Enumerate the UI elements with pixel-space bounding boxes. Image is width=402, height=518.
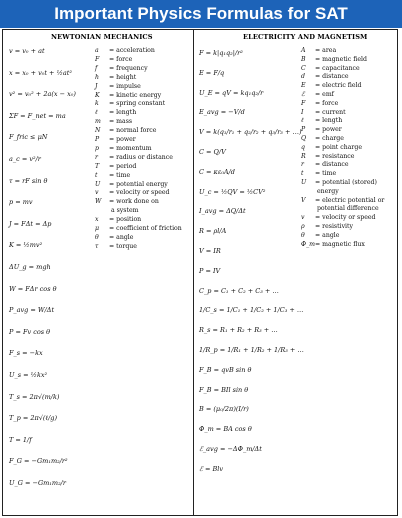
em-formula: F_B = BIl sin θ	[199, 385, 249, 394]
legend-definition: = capacitance	[315, 64, 360, 72]
newtonian-legend-item	[95, 136, 136, 143]
newtonian-formula: T_s = 2π√(m/k)	[9, 392, 60, 401]
em-formula: V = IR	[199, 247, 221, 255]
newtonian-formula: U_s = ½kx²	[9, 371, 48, 379]
em-formula: ℰ = Blv	[199, 464, 224, 473]
newtonian-formula: P = Fv cos θ	[9, 327, 51, 336]
em-legend-item	[301, 188, 339, 195]
legend-definition: = velocity or speed	[109, 189, 170, 197]
em-formula: F_B = qvB sin θ	[199, 365, 252, 374]
legend-definition: = resistance	[315, 152, 355, 160]
newtonian-heading: NEWTONIAN MECHANICS	[51, 33, 153, 41]
legend-symbol: μ	[95, 225, 100, 232]
newtonian-legend-item	[95, 154, 173, 161]
newtonian-legend-item	[95, 100, 165, 107]
legend-definition: = power	[109, 136, 136, 143]
newtonian-legend-item	[95, 207, 138, 214]
newtonian-legend-item	[95, 118, 132, 125]
legend-symbol: ℰ	[301, 91, 305, 98]
legend-definition: = magnetic flux	[315, 240, 365, 248]
legend-definition: = potential (stored)	[315, 179, 377, 186]
newtonian-formula: F_fric ≤ μN	[9, 133, 48, 142]
legend-definition: = potential energy	[109, 180, 168, 188]
em-legend-item	[301, 100, 338, 107]
newtonian-formula: a_c = v²/r	[9, 155, 41, 163]
legend-definition: = angle	[315, 231, 340, 239]
em-legend-item	[301, 65, 360, 72]
newtonian-legend-item	[95, 234, 133, 241]
newtonian-legend-item	[95, 225, 182, 232]
newtonian-legend-item	[95, 65, 148, 72]
em-legend-item	[301, 73, 349, 80]
newtonian-formula: U_G = −Gm₁m₂/r	[9, 479, 66, 487]
legend-definition: potential difference	[315, 205, 379, 213]
em-legend-item	[301, 170, 336, 177]
legend-symbol: C	[301, 64, 306, 72]
legend-definition: = momentum	[109, 144, 152, 152]
legend-symbol: A	[301, 47, 306, 54]
newtonian-legend-item	[95, 163, 136, 170]
newtonian-formula: x = x₀ + v₀t + ½at²	[9, 68, 72, 77]
newtonian-formula: τ = rF sin θ	[9, 176, 48, 185]
legend-definition: = magnetic field	[315, 55, 367, 63]
em-legend-item	[301, 126, 342, 133]
newtonian-legend-item	[95, 83, 141, 90]
legend-definition: = force	[109, 55, 133, 63]
em-formula: F = k|q₁q₂|/r²	[199, 49, 243, 57]
em-formula: U_E = qV = kq₁q₂/r	[199, 88, 264, 97]
newtonian-legend-item	[95, 145, 152, 152]
legend-definition: = power	[315, 126, 342, 134]
em-formula: E_avg = −V/d	[199, 108, 245, 117]
em-formula: P = IV	[199, 266, 221, 275]
legend-symbol: E	[301, 82, 306, 90]
em-formula: E = F/q	[199, 68, 225, 77]
em-formula: C_p = C₁ + C₂ + C₃ + …	[199, 286, 279, 295]
newtonian-legend-item	[95, 47, 155, 54]
legend-symbol: r	[95, 153, 98, 161]
em-legend-item	[301, 223, 353, 230]
newtonian-legend-item	[95, 127, 156, 134]
newtonian-legend-item	[95, 172, 130, 179]
legend-symbol: ℓ	[95, 109, 98, 117]
legend-symbol: T	[95, 162, 100, 170]
legend-definition: = resistivity	[315, 223, 354, 230]
newtonian-formula: v = v₀ + at	[9, 47, 45, 55]
em-legend-item	[301, 135, 344, 142]
em-formula: R_s = R₁ + R₂ + R₃ + …	[199, 326, 278, 335]
legend-symbol: R	[301, 152, 306, 160]
newtonian-legend-item	[95, 74, 136, 81]
em-formula: 1/R_p = 1/R₁ + 1/R₂ + 1/R₃ + …	[199, 346, 304, 354]
legend-symbol: d	[301, 73, 305, 81]
newtonian-formula: P_avg = W/Δt	[9, 306, 55, 315]
em-formula: Φ_m = BA cos θ	[199, 425, 252, 434]
newtonian-formula: W = FΔr cos θ	[9, 284, 57, 293]
legend-symbol: F	[95, 55, 100, 63]
newtonian-legend-item	[95, 216, 141, 223]
em-formula: U_c = ½QV = ½CV²	[199, 187, 266, 196]
legend-definition: = electric field	[315, 82, 362, 90]
em-legend-item	[301, 153, 354, 160]
legend-symbol: t	[95, 171, 98, 179]
legend-definition: = frequency	[109, 64, 148, 72]
em-heading: ELECTRICITY AND MAGNETISM	[243, 33, 368, 41]
legend-symbol: t	[301, 170, 304, 178]
newtonian-formula: ΔU_g = mgh	[9, 263, 51, 271]
legend-symbol: ρ	[301, 223, 305, 230]
em-legend-item	[301, 232, 339, 239]
em-legend-item	[301, 241, 365, 248]
newtonian-legend-item	[95, 198, 159, 205]
legend-definition: = torque	[109, 242, 137, 250]
legend-definition: a system	[109, 207, 139, 215]
legend-symbol: f	[95, 64, 98, 72]
legend-symbol: a	[95, 47, 99, 54]
formula-sheet	[2, 29, 398, 516]
legend-definition: = acceleration	[109, 47, 155, 54]
legend-definition: = distance	[315, 73, 349, 81]
em-legend-item	[301, 205, 379, 212]
legend-symbol: k	[95, 100, 99, 108]
legend-symbol: P	[301, 126, 306, 134]
em-legend-item	[301, 161, 349, 168]
em-legend-item	[301, 109, 346, 116]
legend-definition: = emf	[315, 91, 334, 98]
legend-symbol: U	[301, 179, 307, 186]
newtonian-formula: T_p = 2π√(ℓ/g)	[9, 414, 58, 423]
legend-symbol: Q	[301, 135, 307, 142]
legend-definition: = charge	[315, 135, 344, 142]
em-legend-item	[301, 117, 342, 124]
legend-symbol: r	[301, 161, 304, 169]
em-formula: I_avg = ΔQ/Δt	[199, 207, 246, 216]
legend-symbol: V	[301, 196, 306, 204]
legend-definition: = length	[315, 117, 343, 125]
newtonian-formula: F_G = −Gm₁m₂/r²	[9, 457, 68, 466]
em-legend-item	[301, 179, 377, 186]
legend-symbol: m	[95, 118, 101, 126]
legend-symbol: B	[301, 55, 306, 63]
newtonian-legend-item	[95, 92, 161, 99]
legend-definition: = coefficient of friction	[109, 225, 182, 232]
legend-definition: = angle	[109, 233, 134, 241]
newtonian-legend-item	[95, 243, 137, 250]
legend-definition: = area	[315, 47, 337, 54]
legend-symbol: P	[95, 136, 100, 143]
legend-definition: = spring constant	[109, 100, 166, 108]
em-formula: R = ρl/A	[199, 227, 227, 236]
legend-definition: = current	[315, 108, 346, 116]
em-formula: V = k(q₁/r₁ + q₂/r₂ + q₃/r₃ + …)	[199, 128, 302, 137]
legend-symbol: U	[95, 180, 101, 188]
newtonian-legend-item	[95, 56, 132, 63]
legend-definition: = normal force	[109, 127, 157, 135]
column-divider	[193, 30, 194, 515]
newtonian-legend-item	[95, 189, 169, 196]
legend-definition: = impulse	[109, 82, 141, 90]
legend-symbol: τ	[95, 242, 99, 250]
em-legend-item	[301, 91, 334, 98]
legend-definition: = electric potential or	[315, 196, 385, 204]
em-formula: C = Q/V	[199, 148, 226, 156]
legend-symbol: J	[95, 82, 98, 90]
legend-symbol: Φ_m	[301, 240, 316, 248]
em-legend-item	[301, 197, 384, 204]
legend-symbol: q	[301, 143, 305, 151]
em-legend-item	[301, 56, 367, 63]
legend-symbol: ℓ	[301, 117, 304, 125]
legend-symbol: p	[95, 144, 99, 152]
legend-definition: = force	[315, 99, 339, 107]
newtonian-legend-item	[95, 181, 168, 188]
legend-definition: = length	[109, 109, 137, 117]
legend-definition: = time	[315, 170, 337, 178]
legend-symbol: W	[95, 198, 102, 206]
legend-definition: = distance	[315, 161, 349, 169]
legend-symbol: x	[95, 216, 99, 224]
legend-definition: = point charge	[315, 143, 362, 151]
legend-symbol: N	[95, 127, 101, 135]
em-formula: C = κε₀A/d	[199, 167, 235, 176]
legend-definition: = position	[109, 216, 142, 224]
legend-symbol: v	[95, 189, 99, 197]
legend-definition: = kinetic energy	[109, 91, 162, 99]
legend-definition: = period	[109, 162, 137, 170]
legend-symbol: K	[95, 91, 100, 99]
legend-symbol: I	[301, 108, 304, 116]
newtonian-formula: K = ½mv²	[9, 241, 43, 250]
em-legend-item	[301, 47, 336, 54]
legend-definition: = time	[109, 171, 131, 179]
newtonian-formula: F_s = −kx	[9, 349, 43, 358]
legend-definition: = radius or distance	[109, 153, 173, 161]
newtonian-legend-item	[95, 109, 136, 116]
newtonian-formula: p = mv	[9, 198, 33, 207]
em-legend-item	[301, 144, 362, 151]
em-formula: ℰ_avg = −ΔΦ_m/Δt	[199, 445, 262, 453]
legend-definition: energy	[315, 187, 339, 195]
newtonian-formula: ΣF = F_net = ma	[9, 111, 66, 120]
legend-definition: = velocity or speed	[315, 214, 376, 222]
legend-symbol: θ	[301, 231, 305, 239]
em-legend-item	[301, 214, 375, 221]
legend-symbol: θ	[95, 233, 99, 241]
newtonian-formula: v² = v₀² + 2a(x − x₀)	[9, 90, 76, 99]
legend-symbol: h	[95, 73, 99, 81]
legend-definition: = height	[109, 73, 137, 81]
legend-definition: = work done on	[109, 198, 159, 206]
legend-symbol: F	[301, 99, 306, 107]
em-formula: B = (μ₀/2π)(I/r)	[199, 405, 249, 414]
newtonian-formula: J = FΔt = Δp	[9, 219, 52, 228]
legend-definition: = mass	[109, 118, 133, 126]
page-title: Important Physics Formulas for SAT	[0, 0, 402, 28]
newtonian-formula: T = 1/f	[9, 435, 32, 444]
em-formula: 1/C_s = 1/C₁ + 1/C₂ + 1/C₃ + …	[199, 306, 304, 315]
legend-symbol: v	[301, 214, 305, 222]
em-legend-item	[301, 82, 362, 89]
